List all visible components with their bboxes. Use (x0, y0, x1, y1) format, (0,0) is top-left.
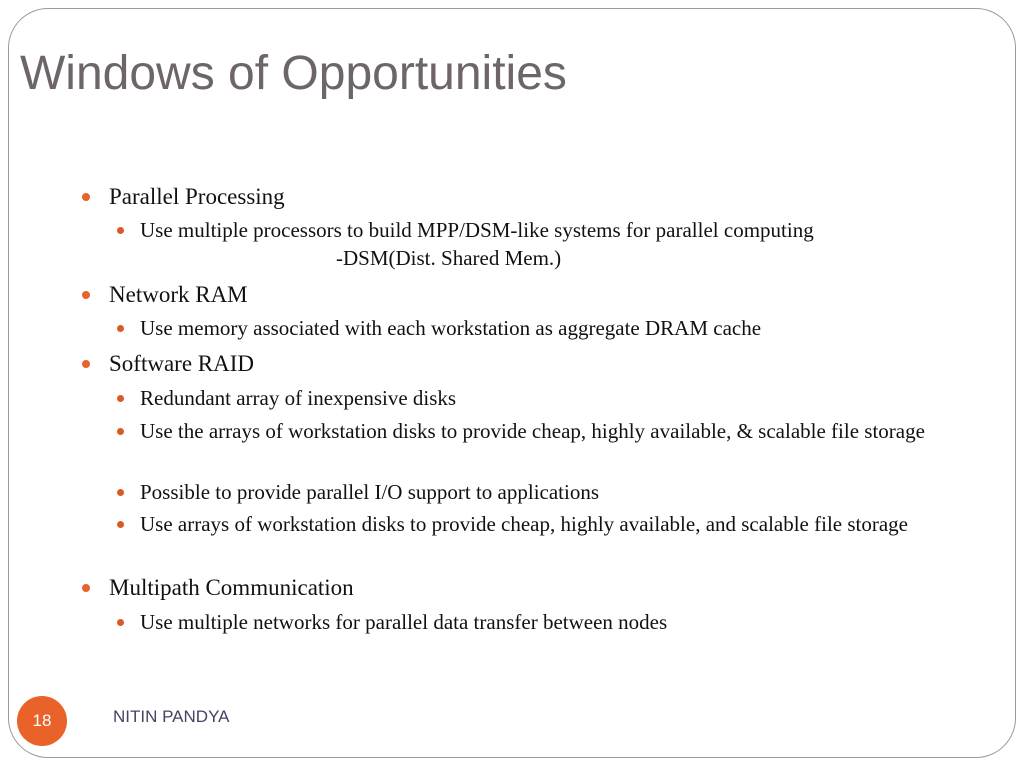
bullet-software-raid: Software RAID (109, 351, 254, 376)
page-title: Windows of Opportunities (20, 47, 567, 100)
bullet-network-ram: Network RAM (109, 282, 248, 307)
bullet-dot-icon (82, 193, 90, 201)
bullet-dot-icon (117, 325, 124, 332)
sub-bullet-dram-cache: Use memory associated with each workstation as aggregate DRAM cache (140, 316, 762, 340)
bullet-dot-icon (117, 227, 124, 234)
bullet-dot-icon (117, 428, 124, 435)
sub-bullet-parallel-io: Possible to provide parallel I/O support to applications (140, 480, 600, 504)
sub-bullet-workstation-disks-1: Use the arrays of workstation disks to provide cheap, highly available, & scalable file storage (140, 419, 925, 443)
bullet-dot-icon (117, 619, 124, 626)
sub-bullet-multiple-networks: Use multiple networks for parallel data transfer between nodes (140, 610, 668, 634)
bullet-multipath-communication: Multipath Communication (109, 575, 354, 600)
sub-bullet-mpp-dsm: Use multiple processors to build MPP/DSM-like systems for parallel computing (140, 218, 814, 242)
bullet-dot-icon (82, 360, 90, 368)
page-number-badge: 18 (17, 696, 67, 746)
footer-author: NITIN PANDYA (113, 707, 230, 726)
bullet-dot-icon (117, 489, 124, 496)
sub-bullet-redundant-array: Redundant array of inexpensive disks (140, 386, 457, 410)
sub-bullet-dsm-note: -DSM(Dist. Shared Mem.) (336, 246, 562, 270)
sub-bullet-workstation-disks-2: Use arrays of workstation disks to provide cheap, highly available, and scalable file storage (140, 512, 909, 536)
bullet-dot-icon (117, 521, 124, 528)
bullet-dot-icon (117, 395, 124, 402)
bullet-parallel-processing: Parallel Processing (109, 184, 285, 209)
bullet-dot-icon (82, 291, 90, 299)
bullet-dot-icon (82, 584, 90, 592)
